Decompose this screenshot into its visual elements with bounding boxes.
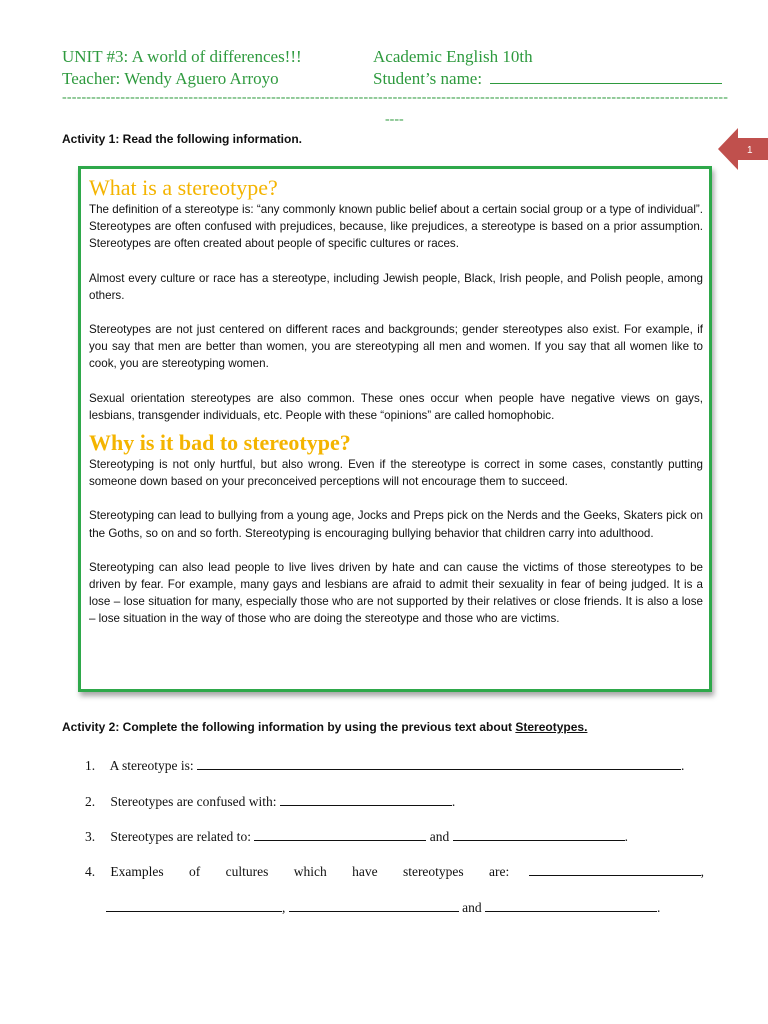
- heading-what-is-stereotype: What is a stereotype?: [89, 175, 278, 200]
- header-divider: -----------------------------------------------------------------------------------------------------------------------------------------: [62, 90, 729, 105]
- page-number: 1: [747, 145, 753, 156]
- punctuation: .: [451, 794, 456, 809]
- punctuation: ,: [282, 900, 286, 915]
- paragraph: Sexual orientation stereotypes are also common. These ones occur when people have negative views on gays, lesbians, transgender individuals, etc. People with these “opinions” are called homophobic.: [89, 391, 703, 422]
- question-3: [85, 827, 628, 846]
- paragraph: Almost every culture or race has a stereotype, including Jewish people, Black, Irish people, and Polish people, among others.: [89, 271, 703, 302]
- punctuation: .: [681, 758, 685, 773]
- paragraph: Stereotypes are not just centered on different races and backgrounds; gender stereotypes also exist. For example, if you say that men are better than women, you are stereotyping all men and women. If you say that all women like to cook, you are stereotyping women.: [89, 323, 703, 371]
- answer-blank[interactable]: [254, 827, 426, 841]
- answer-blank[interactable]: [280, 792, 452, 806]
- paragraph: Stereotyping can also lead people to live lives driven by hate and can cause the victims of those stereotypes to be driven by fear. For example, many gays and lesbians are afraid to admit their sexuality in fear of being judged. It is a lose – lose situation for many, especially those who are not supported by their relatives or close friends. It is also a lose – lose situation in the way of those who are doing the stereotype and those who are victims.: [89, 560, 703, 626]
- paragraph: Stereotyping is not only hurtful, but also wrong. Even if the stereotype is correct in some cases, constantly putting someone down based on your preconceived perceptions will not encourage them to succeed.: [89, 458, 703, 489]
- question-number: 4.: [85, 864, 96, 879]
- punctuation: .: [624, 829, 628, 844]
- question-number: 2.: [85, 794, 96, 809]
- activity-2-title-text: Activity 2: Complete the following information by using the previous text about: [62, 720, 516, 734]
- question-2: [85, 792, 455, 811]
- answer-blank[interactable]: [289, 898, 459, 912]
- activity-2-title: [62, 720, 587, 734]
- answer-blank[interactable]: [529, 862, 701, 876]
- punctuation: ,: [700, 864, 705, 879]
- paragraph: The definition of a stereotype is: “any commonly known public belief about a certain social group or a type of individual”. Stereotypes are often confused with prejudices, because, like prejudices, a stereotype is based on a prior assumption. Stereotypes are often created about people of specific cultures or races.: [89, 203, 703, 251]
- conjunction: and: [429, 829, 450, 844]
- paragraph: Stereotyping can lead to bullying from a young age, Jocks and Preps pick on the Nerds and the Geeks, Skaters pick on the Goths, so on and so forth. Stereotyping is encouraging bullying behavior that children carry into adulthood.: [89, 509, 703, 540]
- question-1: [85, 756, 684, 775]
- heading-why-bad: Why is it bad to stereotype?: [89, 430, 351, 456]
- course-title: Academic English 10th: [373, 47, 533, 66]
- question-number: 3.: [85, 829, 96, 844]
- activity-1-title: Activity 1: Read the following information.: [62, 132, 303, 146]
- answer-blank[interactable]: [106, 898, 282, 912]
- conjunction: and: [462, 900, 482, 915]
- answer-blank[interactable]: [453, 827, 625, 841]
- reading-content: [89, 175, 703, 628]
- question-number: 1.: [85, 758, 96, 773]
- student-name-label: Student’s name:: [373, 69, 483, 88]
- activity-2-title-topic: Stereotypes.: [515, 720, 588, 734]
- header-divider-tail: ----: [385, 112, 404, 127]
- student-name-blank[interactable]: [490, 70, 722, 84]
- page-badge-arrow-icon: [718, 128, 768, 170]
- reading-box: [78, 166, 712, 692]
- answer-blank[interactable]: [485, 898, 657, 912]
- question-text: Stereotypes are confused with:: [110, 794, 277, 809]
- student-name-field[interactable]: [373, 68, 722, 90]
- question-text: Examples of cultures which have stereotypes are:: [110, 864, 510, 879]
- unit-title: UNIT #3: A world of differences!!!: [62, 47, 302, 66]
- answer-blank[interactable]: [197, 756, 681, 770]
- teacher-name: Teacher: Wendy Aguero Arroyo: [62, 69, 279, 88]
- question-text: A stereotype is:: [109, 758, 194, 773]
- punctuation: .: [657, 900, 661, 915]
- question-4-continued: [106, 898, 660, 917]
- question-4: [85, 862, 729, 881]
- question-text: Stereotypes are related to:: [110, 829, 251, 844]
- page-number-badge: [718, 128, 768, 170]
